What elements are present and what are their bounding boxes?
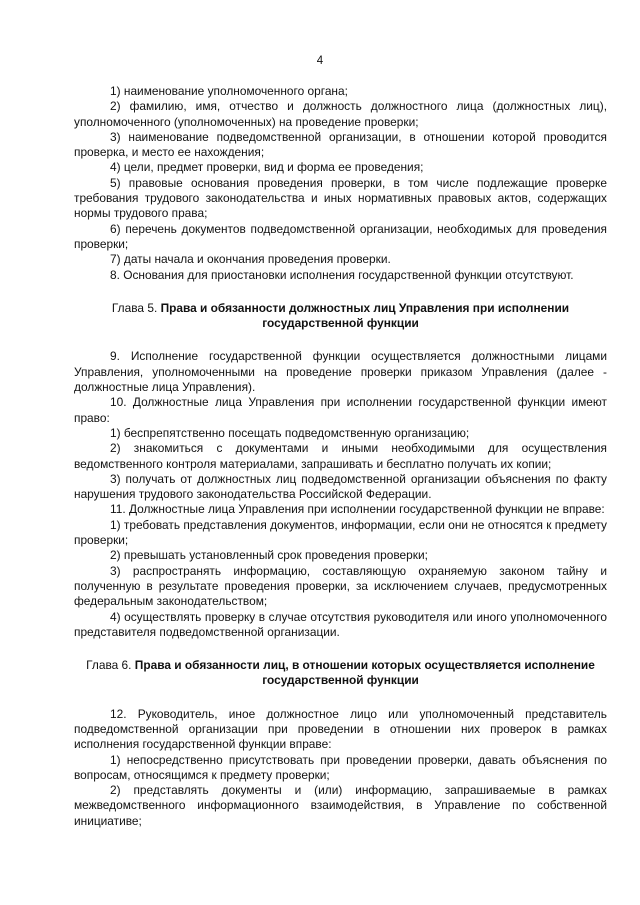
- paragraph: 8. Основания для приостановки исполнения государственной функции отсутствуют.: [110, 267, 574, 282]
- list-item: 3) распространять информацию, составляющую охраняемую законом тайну и полученную в результате проведения проверки, за исключением случаев, предусмотренных федеральным законодательством;: [74, 563, 607, 609]
- chapter-prefix: Глава 5.: [111, 300, 158, 315]
- chapter-heading: [74, 301, 607, 332]
- list-item: 5) правовые основания проведения проверки, в том числе подлежащие проверке требования трудового законодательства и иных нормативных правовых актов, содержащих нормы трудового права;: [74, 175, 607, 221]
- list-item: 1) непосредственно присутствовать при проведении проверки, давать объяснения по вопросам, относящимся к предмету проверки;: [74, 752, 607, 782]
- paragraph: 9. Исполнение государственной функции осуществляется должностными лицами Управления, уполномоченными на проведение проверки приказом Управления (далее - должностные лица Управления).: [74, 349, 607, 395]
- list-item: 7) даты начала и окончания проведения проверки.: [110, 252, 391, 267]
- list-item: 2) представлять документы и (или) информацию, запрашиваемые в рамках межведомственного информационного взаимодействия, в Управление по собственной инициативе;: [74, 783, 607, 828]
- list-item: 3) наименование подведомственной организации, в отношении которой проводится проверка, и место ее нахождения;: [74, 129, 607, 160]
- document-body: [74, 84, 607, 829]
- chapter-title: Права и обязанности должностных лиц Управления при исполнении государственной функции: [160, 300, 570, 331]
- list-item: 3) получать от должностных лиц подведомственной организации объяснения по факту нарушения трудового законодательства Российской Федерации.: [74, 471, 607, 502]
- list-item: 4) цели, предмет проверки, вид и форма ее проведения;: [110, 160, 424, 175]
- page-number: 4: [316, 55, 324, 67]
- chapter-title: Права и обязанности лиц, в отношении которых осуществляется исполнение государственной функции: [134, 658, 595, 688]
- list-item: 2) превышать установленный срок проведения проверки;: [110, 548, 428, 563]
- list-item: 6) перечень документов подведомственной организации, необходимых для проведения проверки;: [74, 221, 607, 251]
- list-item: 1) требовать представления документов, информации, если они не относятся к предмету проверки;: [74, 517, 607, 548]
- paragraph: 11. Должностные лица Управления при исполнении государственной функции не вправе:: [110, 502, 605, 517]
- chapter-prefix: Глава 6.: [86, 658, 132, 673]
- list-item: 1) беспрепятственно посещать подведомственную организацию;: [110, 425, 470, 440]
- list-item: 2) знакомиться с документами и иными необходимыми для осуществления ведомственного контроля материалами, запрашивать и бесплатно получать их копии;: [74, 441, 607, 471]
- list-item: 2) фамилию, имя, отчество и должность должностного лица (должностных лиц), уполномоченного (уполномоченных) на проведение проверки;: [74, 99, 607, 129]
- list-item: 1) наименование уполномоченного органа;: [110, 84, 348, 98]
- list-item: 4) осуществлять проверку в случае отсутствия руководителя или иного уполномоченного представителя подведомственной организации.: [74, 609, 607, 639]
- paragraph: 10. Должностные лица Управления при исполнении государственной функции имеют право:: [74, 395, 607, 425]
- chapter-heading: [74, 658, 607, 689]
- paragraph: 12. Руководитель, иное должностное лицо или уполномоченный представитель подведомственной организации при проведении в отношении них проверок в рамках исполнения государственной функции вправе:: [74, 706, 607, 752]
